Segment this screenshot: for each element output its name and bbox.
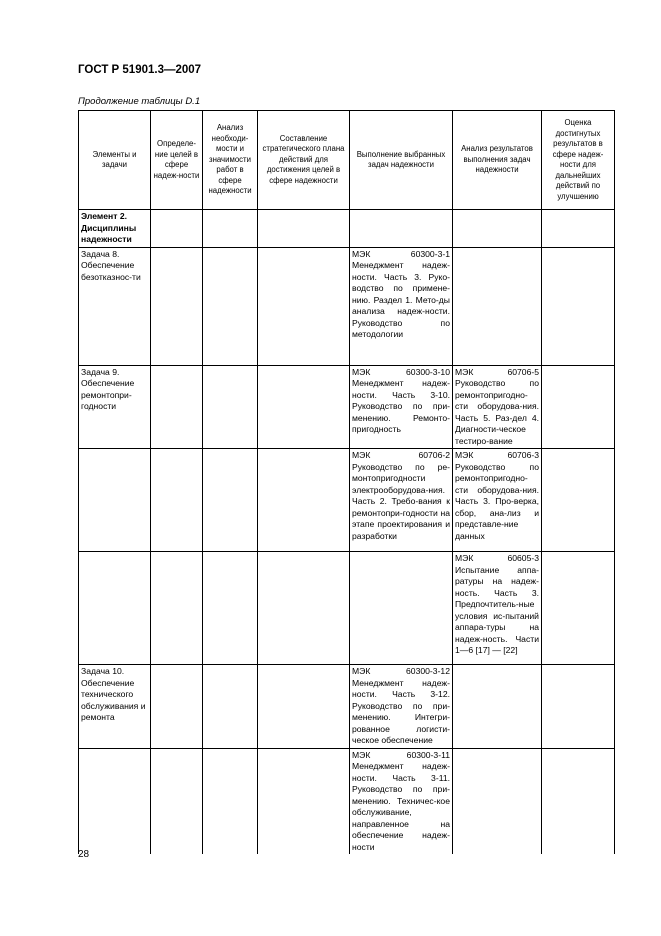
col-header: Выполнение выбранных задач надежности	[350, 111, 453, 210]
task-cell: МЭК 60300-3-10 Менеджмент надеж-ности. Часть 3-10. Руководство по при-менению. Ремонто-пригодность	[350, 365, 453, 449]
table-row	[79, 449, 615, 552]
page-number: 28	[78, 849, 90, 860]
result-cell	[453, 210, 542, 248]
table-caption: Продолжение таблицы D.1	[78, 96, 201, 107]
task-cell: МЭК 60300-3-12 Менеджмент надеж-ности. Часть 3-12. Руководство по при-менению. Интегри-рованное логисти-ческое обеспечение	[350, 665, 453, 749]
table-row	[79, 247, 615, 365]
result-cell: МЭК 60706-5 Руководство по ремонтопригодно-сти оборудова-ния. Часть 5. Раз-дел 4. Диагности-ческое тестиро-вание	[453, 365, 542, 449]
main-table	[78, 110, 615, 854]
element-cell	[79, 748, 151, 854]
element-cell: Задача 8. Обеспечение безотказнос-ти	[79, 247, 151, 365]
element-cell: Задача 9. Обеспечение ремонтопри-годности	[79, 365, 151, 449]
result-cell	[453, 247, 542, 365]
result-cell	[453, 665, 542, 749]
result-cell: МЭК 60706-3 Руководство по ремонтопригодно-сти оборудова-ния. Часть 3. Про-верка, сбор, ана-лиз и представле-ние данных	[453, 449, 542, 552]
task-cell	[350, 210, 453, 248]
result-cell	[453, 748, 542, 854]
element-cell	[79, 552, 151, 665]
table-row	[79, 552, 615, 665]
col-header: Составление стратегического плана действий для достижения целей в сфере надежности	[258, 111, 350, 210]
task-cell: МЭК 60300-3-1 Менеджмент надеж-ности. Часть 3. Руко-водство по примене-нию. Раздел 1. Мето-ды анализа надеж-ности. Руководство по методологии	[350, 247, 453, 365]
table-row	[79, 748, 615, 854]
task-cell	[350, 552, 453, 665]
table-row	[79, 210, 615, 248]
result-cell: МЭК 60605-3 Испытание аппа-ратуры на надеж-ность. Часть 3. Предпочтитель-ные условия ис-пытаний аппара-туры на надеж-ность. Части 1—6 [17] — [22]	[453, 552, 542, 665]
table-row	[79, 665, 615, 749]
element-cell: Задача 10. Обеспечение технического обслуживания и ремонта	[79, 665, 151, 749]
col-header: Анализ результатов выполнения задач надежности	[453, 111, 542, 210]
element-cell: Элемент 2. Дисциплины надежности	[79, 210, 151, 248]
col-header: Элементы и задачи	[79, 111, 151, 210]
document-code: ГОСТ Р 51901.3—2007	[78, 64, 202, 76]
task-cell: МЭК 60300-3-11 Менеджмент надеж-ности. Часть 3-11. Руководство по при-менению. Техничес-кое обслуживание, направленное на обеспечение надеж-ности	[350, 748, 453, 854]
table-header-row	[79, 111, 615, 210]
col-header: Оценка достигнутых результатов в сфере надеж-ности для дальнейших действий по улучшению	[542, 111, 615, 210]
col-header: Анализ необходи-мости и значимости работ в сфере надежности	[203, 111, 258, 210]
table-row	[79, 365, 615, 449]
task-cell: МЭК 60706-2 Руководство по ре-монтопригодности электрооборудова-ния. Часть 2. Требо-вания к ремонтопри-годности на этапе проектирования и разработки	[350, 449, 453, 552]
col-header: Определе-ние целей в сфере надеж-ности	[151, 111, 203, 210]
element-cell	[79, 449, 151, 552]
